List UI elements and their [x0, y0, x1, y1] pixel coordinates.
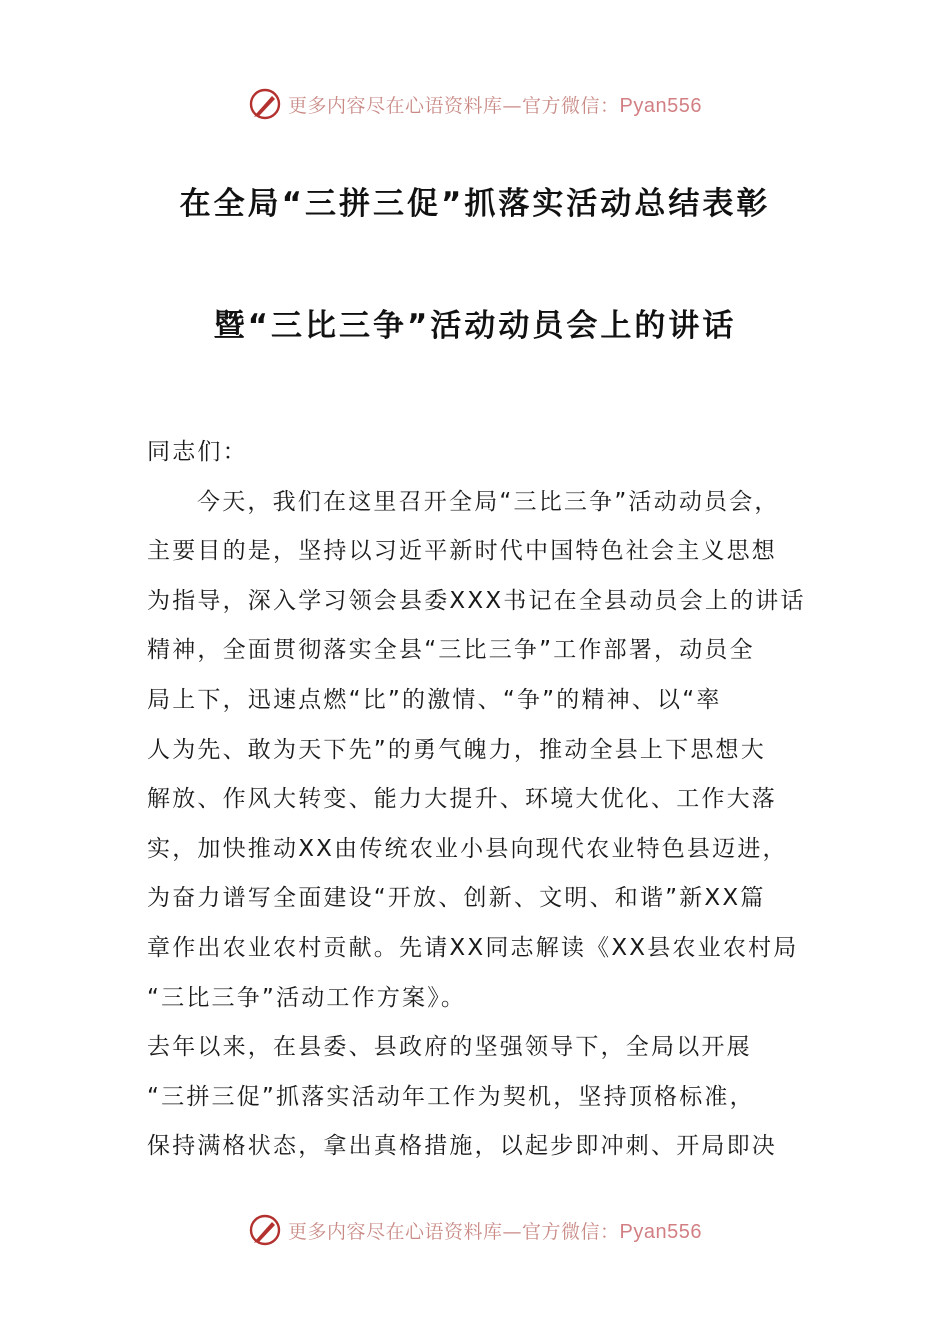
banner-text — [288, 1217, 702, 1244]
text-line: 局上下，迅速点燃“比”的激情、“争”的精神、以“率 — [147, 686, 722, 713]
footer-watermark-banner — [0, 1210, 950, 1250]
pen-logo-icon — [248, 87, 282, 121]
text-line: 为指导，深入学习领会县委XXX书记在全县动员会上的讲话 — [147, 587, 806, 614]
banner-label: 更多内容尽在心语资料库—官方微信： — [288, 1220, 620, 1243]
text-line: 解放、作风大转变、能力大提升、环境大优化、工作大落 — [147, 786, 777, 813]
text-line: 为奋力谱写全面建设“开放、创新、文明、和谐”新XX篇 — [147, 885, 766, 912]
header-watermark-banner — [0, 84, 950, 124]
text-line: “三比三争”活动工作方案》。 — [147, 984, 467, 1011]
text-line: 保持满格状态，拿出真格措施，以起步即冲刺、开局即决 — [147, 1133, 777, 1160]
text-line: 去年以来，在县委、县政府的坚强领导下，全局以开展 — [147, 1034, 752, 1061]
wechat-id: Pyan556 — [619, 94, 702, 117]
text-line: 实，加快推动XX由传统农业小县向现代农业特色县迈进， — [147, 835, 788, 862]
text-line: 人为先、敢为天下先”的勇气魄力，推动全县上下思想大 — [147, 736, 766, 763]
text-line: 章作出农业农村贡献。先请XX同志解读《XX县农业农村局 — [147, 934, 799, 961]
banner-text — [288, 91, 702, 118]
text-line: “三拼三促”抓落实活动年工作为契机，坚持顶格标准， — [147, 1083, 755, 1110]
text-line: 今天，我们在这里召开全局“三比三争”活动动员会， — [197, 488, 780, 515]
banner-label: 更多内容尽在心语资料库—官方微信： — [288, 94, 620, 117]
pen-logo-icon — [248, 1213, 282, 1247]
page-title-line-2: 暨“三比三争”活动动员会上的讲话 — [213, 308, 737, 344]
page-title-line-1: 在全局“三拼三促”抓落实活动总结表彰 — [179, 186, 771, 222]
speech-body — [147, 428, 827, 1172]
text-line: 主要目的是，坚持以习近平新时代中国特色社会主义思想 — [147, 538, 777, 565]
text-line: 精神，全面贯彻落实全县“三比三争”工作部署，动员全 — [147, 637, 755, 664]
wechat-id: Pyan556 — [619, 1220, 702, 1243]
text-line: 同志们： — [147, 439, 248, 465]
